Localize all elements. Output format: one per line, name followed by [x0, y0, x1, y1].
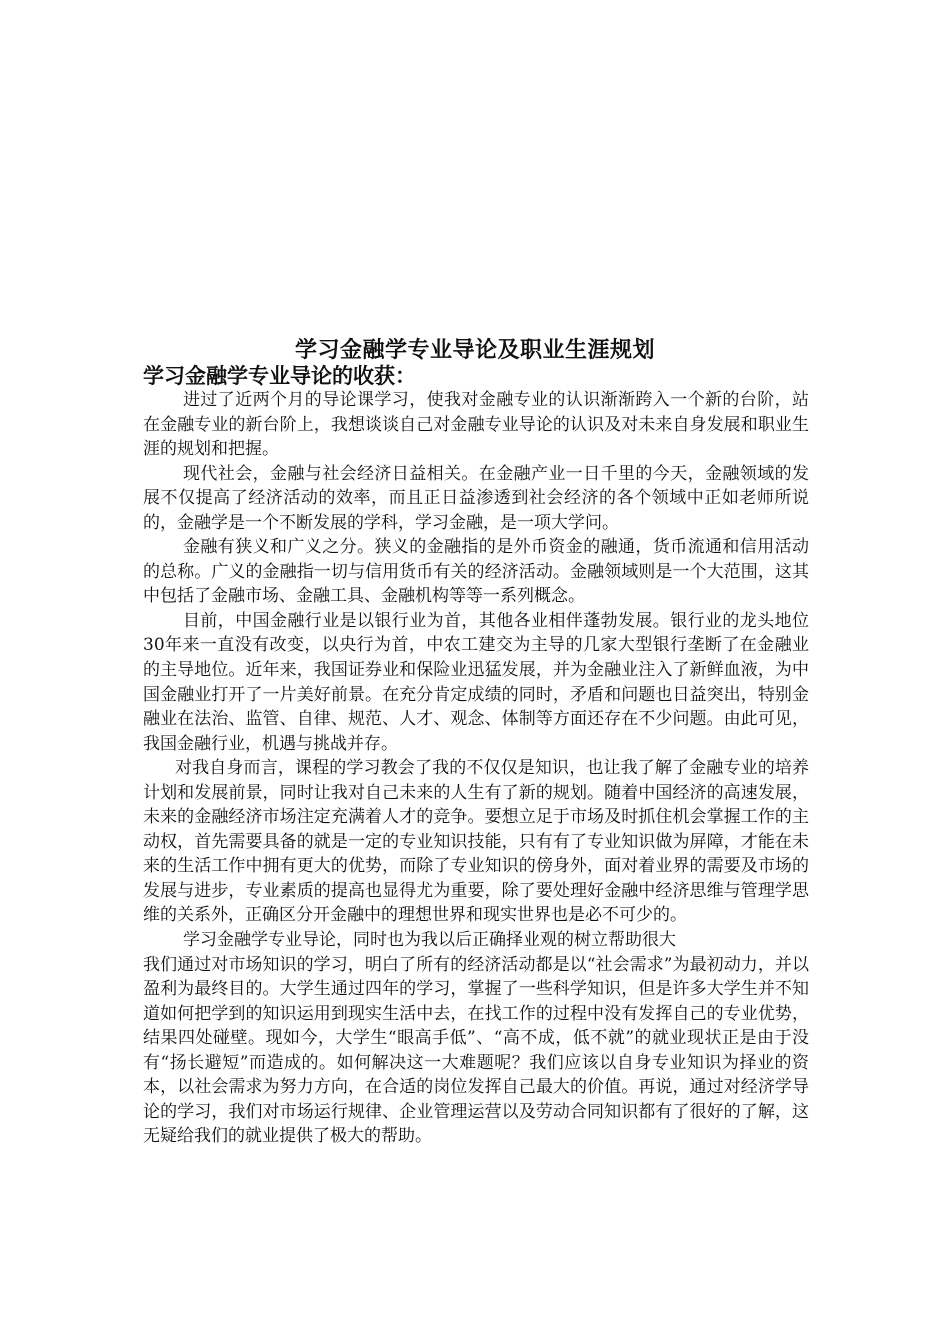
paragraph-career-view: 学习金融学专业导论，同时也为我以后正确择业观的树立帮助很大	[183, 930, 676, 951]
paragraph-modern-society: 现代社会，金融与社会经济日益相关。在金融产业一日千里的今天，金融领域的发展不仅提高了经济活动的效率，而且正日益渗透到社会经济的各个领域中正如老师所说的，金融学是一个不断发展的学科，学习金融，是一项大学问。	[143, 463, 809, 533]
page-title: 学习金融学专业导论及职业生涯规划	[294, 337, 655, 363]
paragraph-personal-reflection: 对我自身而言，课程的学习教会了我的不仅仅是知识，也让我了解了金融专业的培养计划和发展前景，同时让我对自己未来的人生有了新的规划。随着中国经济的高速发展，未来的金融经济市场注定充满着人才的竞争。要想立足于市场及时抓住机会掌握工作的主动权，首先需要具备的就是一定的专业知识技能，只有有了专业知识做为屏障，才能在未来的生活工作中拥有更大的优势，而除了专业知识的傍身外，面对着业界的需要及市场的发展与进步，专业素质的提高也显得尤为重要，除了要处理好金融中经济思维与管理学思维的关系外，正确区分开金融中的理想世界和现实世界也是必不可少的。	[143, 758, 809, 926]
body-text	[143, 388, 809, 1149]
paragraph-finance-definition: 金融有狭义和广义之分。狭义的金融指的是外币资金的融通，货币流通和信用活动的总称。广义的金融指一切与信用货币有关的经济活动。金融领域则是一个大范围，这其中包括了金融市场、金融工具、金融机构等等一系列概念。	[143, 537, 809, 607]
section-heading: 学习金融学专业导论的收获：	[143, 363, 416, 388]
paragraph-intro: 进过了近两个月的导论课学习，使我对金融专业的认识渐渐跨入一个新的台阶，站在金融专业的新台阶上，我想谈谈自己对金融专业导论的认识及对未来自身发展和职业生涯的规划和把握。	[143, 390, 809, 460]
paragraph-industry-status: 目前，中国金融行业是以银行业为首，其他各业相伴蓬勃发展。银行业的龙头地位30年来一直没有改变，以央行为首，中农工建交为主导的几家大型银行垄断了在金融业的主导地位。近年来，我国证券业和保险业迅猛发展，并为金融业注入了新鲜血液，为中国金融业打开了一片美好前景。在充分肯定成绩的同时，矛盾和问题也日益突出，特别金融业在法治、监管、自律、规范、人才、观念、体制等方面还存在不少问题。由此可见，我国金融行业，机遇与挑战并存。	[143, 610, 809, 754]
paragraph-employment: 我们通过对市场知识的学习，明白了所有的经济活动都是以“社会需求”为最初动力，并以盈利为最终目的。大学生通过四年的学习，掌握了一些科学知识，但是许多大学生并不知道如何把学到的知识运用到现实生活中去，在找工作的过程中没有发挥自己的专业优势，结果四处碰壁。现如今，大学生“眼高手低”、“高不成，低不就”的就业现状正是由于没有“扬长避短”而造成的。如何解决这一大难题呢？我们应该以自身专业知识为择业的资本，以社会需求为努力方向，在合适的岗位发挥自己最大的价值。再说，通过对经济学导论的学习，我们对市场运行规律、企业管理运营以及劳动合同知识都有了很好的了解，这无疑给我们的就业提供了极大的帮助。	[143, 954, 809, 1147]
